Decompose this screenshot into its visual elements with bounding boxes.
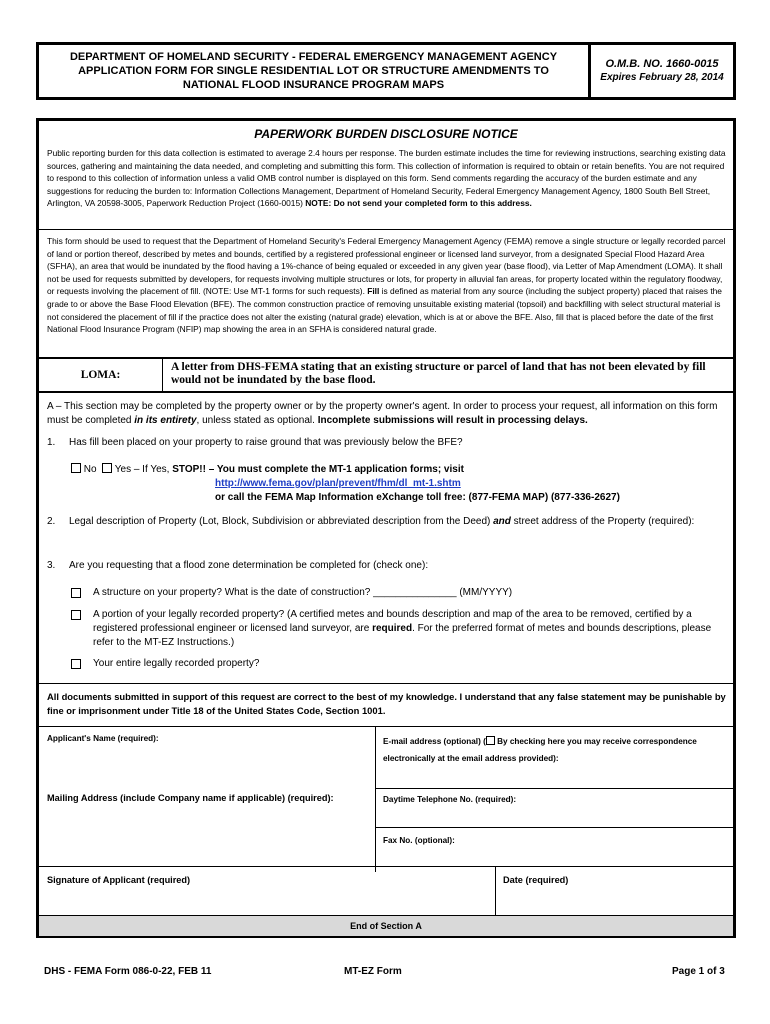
fema-phone: or call the FEMA Map Information eXchange toll free: (877-FEMA MAP) (877-336-2627) — [215, 492, 620, 503]
loma-description: A letter from DHS-FEMA stating that an existing structure or parcel of land that has not been elevated by fill would not be inundated by the base flood. — [171, 361, 706, 386]
end-of-section-bar — [39, 915, 733, 936]
divider — [375, 827, 733, 828]
divider-vertical — [375, 726, 376, 872]
certification-statement: All documents submitted in support of this request are correct to the best of my knowledge. I understand that any false statement may be punishable by fine or imprisonment under Title 18 of the United States Code, Section 1001. — [47, 691, 726, 716]
intro-text-1: This form should be used to request that the Department of Homeland Security's Federal Emergency Management Agency (FEMA) remove a single structure or legally recorded parcel of land or portion thereof, described by metes and bounds, certified by a registered professional engineer or licensed land surveyor, from a designated Special Flood Hazard Area (SFHA), an area that would be inundated by the flood having a 1%-chance of being equaled or exceeded in any given year (base flood), via Letter of Map Amendment (LOMA). It shall not be used for requests submitted by developers, for requests involving multiple structures or lots, for property in alluvial fan areas, for property located within the regulatory floodway, or requests involving the placement of fill. (NOTE: Use MT-1 forms for such requests). — [47, 236, 726, 297]
section-a-intro — [47, 400, 729, 428]
q1-yes-checkbox[interactable] — [102, 463, 112, 473]
q1-no-label: No — [83, 464, 97, 475]
phone-field[interactable]: Daytime Telephone No. (required): — [383, 795, 517, 804]
section-a-warning: Incomplete submissions will result in processing delays. — [317, 415, 588, 426]
form-title — [39, 45, 591, 97]
footer-form-name: MT-EZ Form — [344, 966, 402, 977]
opt-structure-checkbox[interactable] — [71, 588, 81, 598]
q1-yes-label: Yes – If Yes, — [114, 464, 170, 475]
footer-page-number: Page 1 of 3 — [672, 966, 725, 977]
divider-vertical — [495, 866, 496, 915]
email-opt-in-checkbox[interactable] — [486, 736, 495, 745]
section-a-intro-text: A – This section may be completed by the property owner or by the property owner's agent. In order to process your request, all information on this form must be completed — [47, 401, 718, 426]
divider — [39, 683, 733, 684]
section-a-intro-text-2: , unless stated as optional. — [196, 415, 318, 426]
date-field[interactable]: Date (required) — [503, 875, 569, 885]
mt1-link[interactable] — [215, 477, 461, 491]
q1-number: 1. — [47, 437, 56, 448]
end-of-section-label: End of Section A — [350, 921, 422, 931]
burden-text: Public reporting burden for this data collection is estimated to average 2.4 hours per response. The burden estimate includes the time for reviewing instructions, searching existing data sources, gathering and maintaining the data needed, and completing and submitting this form. This collection of information is required to obtain or retain benefits. You are not required to respond to this collection of information unless a valid OMB control number is displayed on this form. Send comments regarding the accuracy of the burden estimate and any suggestions for reducing the burden to: Information Collections Management, Department of Homeland Security, Federal Emergency Management Agency, 1800 South Bell Street, Arlington, VA 20598-3005, Paperwork Reduction Project (1660-0015) — [47, 148, 726, 209]
fax-field[interactable]: Fax No. (optional): — [383, 836, 455, 845]
q1-answer-row — [71, 463, 464, 477]
form-header — [36, 42, 736, 100]
opt-portion-required: required — [372, 623, 413, 634]
title-line-3: NATIONAL FLOOD INSURANCE PROGRAM MAPS — [182, 79, 445, 91]
form-body — [36, 118, 736, 938]
footer-form-id: DHS - FEMA Form 086-0-22, FEB 11 — [44, 966, 212, 977]
title-line-1: DEPARTMENT OF HOMELAND SECURITY - FEDERAL EMERGENCY MANAGEMENT AGENCY — [69, 51, 558, 63]
email-label: E-mail address (optional) ( — [383, 737, 486, 746]
loma-label: LOMA: — [39, 358, 163, 391]
opt-portion-checkbox[interactable] — [71, 610, 81, 620]
q2-and: and — [493, 516, 511, 527]
signature-field[interactable]: Signature of Applicant (required) — [47, 875, 191, 885]
q2-text — [69, 515, 731, 529]
mt1-link-text[interactable]: http://www.fema.gov/plan/prevent/fhm/dl_mt-1.shtm — [215, 478, 461, 489]
q1-no-checkbox[interactable] — [71, 463, 81, 473]
omb-number: O.M.B. NO. 1660-0015 — [605, 58, 719, 70]
opt-entire-text: Your entire legally recorded property? — [93, 658, 260, 669]
divider — [39, 391, 733, 393]
q2-text-a: Legal description of Property (Lot, Block, Subdivision or abbreviated description from the Deed) — [69, 516, 494, 527]
divider — [39, 229, 733, 230]
opt-portion-text — [93, 608, 729, 650]
divider — [375, 788, 733, 789]
applicant-name-field[interactable]: Applicant's Name (required): — [47, 734, 159, 743]
intro-text-2: is defined as material from any source (including the subject property) placed that raises the grade to or above the Base Flood Elevation (BFE). The common construction practice of removing unsuitable existing material (topsoil) and backfilling with select structural material is not considered the placement of fill if the practice does not alter the existing (natural grade) elevation, which is at or above the BFE. Also, fill that is placed before the date of the first National Flood Insurance Program (NFIP) map showing the area in an SFHA is considered natural grade. — [47, 286, 722, 335]
email-field[interactable] — [383, 733, 727, 767]
loma-definition — [39, 358, 733, 391]
opt-portion-text-a: A portion of your legally recorded property? (A certified metes and bounds description and map of the area to be removed, certified by a registered professional engineer or licensed land surveyor, are — [93, 609, 692, 634]
mailing-address-field[interactable]: Mailing Address (include Company name if applicable) (required): — [47, 793, 334, 803]
q3-number: 3. — [47, 560, 56, 571]
q3-text: Are you requesting that a flood zone determination be completed for (check one): — [69, 560, 429, 571]
burden-title: PAPERWORK BURDEN DISCLOSURE NOTICE — [254, 127, 518, 141]
intro-paragraph — [47, 235, 729, 336]
divider — [39, 726, 733, 727]
title-line-2: APPLICATION FORM FOR SINGLE RESIDENTIAL LOT OR STRUCTURE AMENDMENTS TO — [78, 65, 549, 77]
omb-box — [591, 45, 733, 97]
divider — [39, 866, 733, 867]
email-opt-in-label: By checking here you may receive correspondence electronically at the email address provided): — [383, 737, 697, 763]
burden-notice — [47, 147, 729, 210]
q1-text: Has fill been placed on your property to raise ground that was previously below the BFE? — [69, 437, 463, 448]
section-a-emphasis: in its entirety — [134, 415, 197, 426]
burden-note: NOTE: Do not send your completed form to this address. — [305, 198, 532, 209]
expiration-date: Expires February 28, 2014 — [600, 72, 724, 83]
q1-stop-text: STOP!! – You must complete the MT-1 application forms; visit — [172, 464, 464, 475]
q2-text-b: street address of the Property (required): — [510, 516, 695, 527]
fill-term: Fill — [367, 286, 380, 297]
opt-entire-checkbox[interactable] — [71, 659, 81, 669]
q2-number: 2. — [47, 516, 56, 527]
opt-structure-text: A structure on your property? What is the date of construction? _______________ (MM/YYYY) — [93, 587, 513, 598]
opt-portion-text-b: . For the preferred format of metes and bounds descriptions, please refer to the MT-EZ Instructions.) — [93, 623, 712, 648]
